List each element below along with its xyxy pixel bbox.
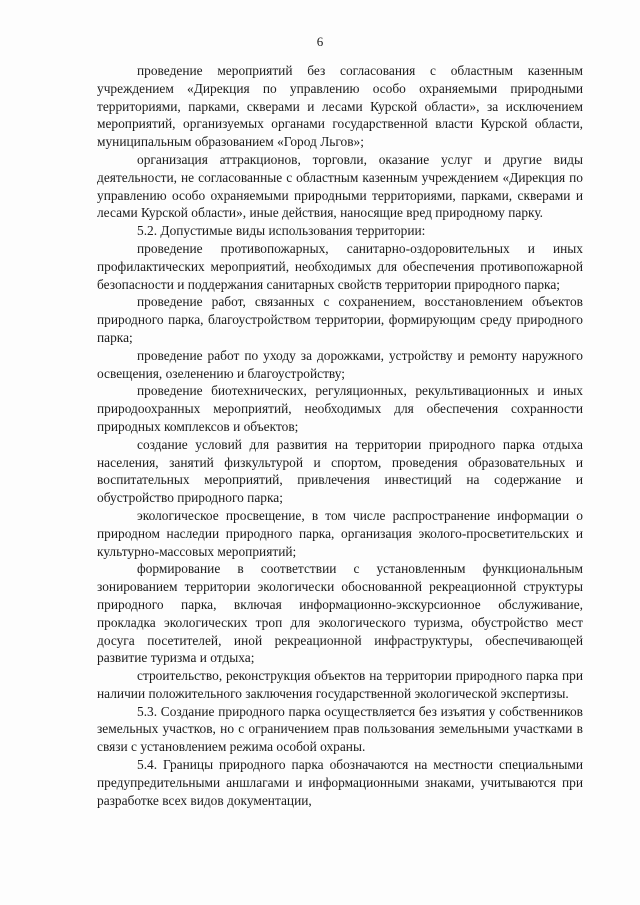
paragraph-prohibited-attractions: организация аттракционов, торговли, оказание услуг и другие виды деятельности, не согласованные с областным казенным учреждением «Дирекция по управлению особо охраняемыми природными территориями, парками, скверами и лесами Курской области», иные действия, наносящие вред природному парку. [97,151,583,221]
paragraph-section-5-3: 5.3. Создание природного парка осуществляется без изъятия у собственников земельных участков, но с ограничением прав пользования земельными участками в связи с установлением режима особой охраны. [97,703,583,755]
paragraph-construction: строительство, реконструкция объектов на территории природного парка при наличии положительного заключения государственной экологической экспертизы. [97,668,583,701]
paragraph-path-maintenance: проведение работ по уходу за дорожками, устройству и ремонту наружного освещения, озеленению и благоустройству; [97,347,583,381]
document-body [97,62,583,809]
paragraph-recreational-structure: формирование в соответствии с установленным функциональным зонированием территории экологически обоснованной рекреационной структуры природного парка, включая информационно-экскурсионное обслуживание, прокладка экологических троп для экологического туризма, обустройство мест досуга посетителей, иной рекреационной инфраструктуры, обеспечивающей развитие туризма и отдыха; [97,561,583,666]
paragraph-prohibited-events: проведение мероприятий без согласования с областным казенным учреждением «Дирекция по управлению особо охраняемыми природными территориями, парками, скверами и лесами Курской области», за исключением мероприятий, организуемых органами государственной власти Курской области, муниципальным образованием «Город Льгов»; [97,63,583,150]
section-heading-5-2: 5.2. Допустимые виды использования территории: [137,223,426,239]
paragraph-biotechnical-measures: проведение биотехнических, регуляционных, рекультивационных и иных природоохранных мероприятий, необходимых для обеспечения сохранности природных комплексов и объектов; [97,383,583,434]
paragraph-ecological-education: экологическое просвещение, в том числе распространение информации о природном наследии природного парка, организация эколого-просветительских и культурно-массовых мероприятий; [97,507,583,559]
paragraph-conservation-works: проведение работ, связанных с сохранением, восстановлением объектов природного парка, благоустройством территории, формирующим среду природного парка; [97,294,583,345]
paragraph-recreation-conditions: создание условий для развития на территории природного парка отдыха населения, занятий физкультурой и спортом, проведения образовательных и воспитательных мероприятий, привлечения инвестиций на содержание и обустройство природного парка; [97,436,583,506]
page-number: 6 [316,34,324,49]
paragraph-fire-prevention: проведение противопожарных, санитарно-оздоровительных и иных профилактических мероприятий, необходимых для обеспечения противопожарной безопасности и поддержания санитарных свойств территории природного парка; [97,240,583,292]
paragraph-section-5-4: 5.4. Границы природного парка обозначаются на местности специальными предупредительными аншлагами и информационными знаками, учитываются при разработке всех видов документации, [97,757,583,808]
